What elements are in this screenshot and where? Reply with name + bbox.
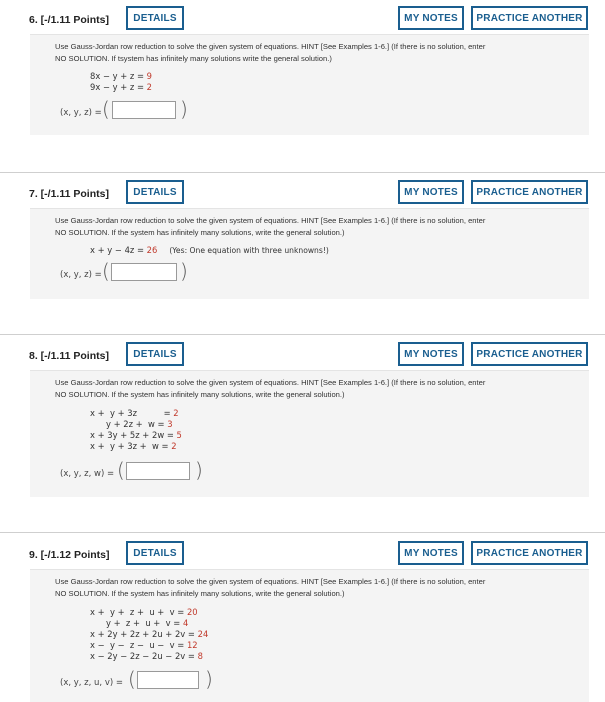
my-notes-button[interactable]: MY NOTES xyxy=(398,6,464,30)
my-notes-button[interactable]: MY NOTES xyxy=(398,180,464,204)
open-paren: ( xyxy=(102,259,110,283)
question-header xyxy=(0,541,605,571)
question-body xyxy=(30,370,589,497)
close-paren: ) xyxy=(195,458,203,482)
answer-input[interactable] xyxy=(137,671,199,689)
practice-another-button[interactable]: PRACTICE ANOTHER xyxy=(471,342,588,366)
question-body xyxy=(30,569,589,702)
details-button[interactable]: DETAILS xyxy=(126,541,184,565)
equation: x + y − 4z = 26 (Yes: One equation with three unknowns!) xyxy=(90,245,329,255)
question-header xyxy=(0,6,605,36)
equation: y + z + u + v = 4 xyxy=(90,618,189,628)
details-button[interactable]: DETAILS xyxy=(126,6,184,30)
question-label: 6. [-/1.11 Points] xyxy=(29,14,109,26)
my-notes-button[interactable]: MY NOTES xyxy=(398,541,464,565)
equation: x + y + 3z + w = 2 xyxy=(90,441,177,451)
answer-input[interactable] xyxy=(111,263,177,281)
equation: y + 2z + w = 3 xyxy=(90,419,173,429)
equation: x − y − z − u − v = 12 xyxy=(90,640,198,650)
answer-label: (x, y, z, w) = xyxy=(60,469,115,479)
close-paren: ) xyxy=(180,97,188,121)
answer-label: (x, y, z) = xyxy=(60,108,102,118)
equation: x + y + z + u + v = 20 xyxy=(90,607,198,617)
question-body xyxy=(30,34,589,135)
my-notes-button[interactable]: MY NOTES xyxy=(398,342,464,366)
instructions: Use Gauss-Jordan row reduction to solve the given system of equations. HINT [See Examples 1-6.] (If there is no solution, enter NO SOLUTION. If tsystem has infinitely many solutions write the general solution.) xyxy=(55,42,486,63)
close-paren: ) xyxy=(205,667,213,691)
question-header xyxy=(0,180,605,210)
equation: 9x − y + z = 2 xyxy=(90,82,153,92)
instructions: Use Gauss-Jordan row reduction to solve the given system of equations. HINT [See Examples 1-6.] (If there is no solution, enter NO SOLUTION. If the system has infinitely many solutions, write the general solution.) xyxy=(55,216,486,237)
equation: x + 2y + 2z + 2u + 2v = 24 xyxy=(90,629,209,639)
equation: x − 2y − 2z − 2u − 2v = 8 xyxy=(90,651,203,661)
practice-another-button[interactable]: PRACTICE ANOTHER xyxy=(471,180,588,204)
instructions: Use Gauss-Jordan row reduction to solve the given system of equations. HINT [See Examples 1-6.] (If there is no solution, enter NO SOLUTION. If the system has infinitely many solutions, write the general solution.) xyxy=(55,577,486,598)
question-label: 8. [-/1.11 Points] xyxy=(29,350,109,362)
equation: 8x − y + z = 9 xyxy=(90,71,153,81)
open-paren: ( xyxy=(102,97,110,121)
answer-input[interactable] xyxy=(126,462,190,480)
question-header xyxy=(0,342,605,372)
equation: x + y + 3z = 2 xyxy=(90,408,179,418)
details-button[interactable]: DETAILS xyxy=(126,180,184,204)
answer-input[interactable] xyxy=(112,101,176,119)
question-6 xyxy=(0,6,605,141)
answer-label: (x, y, z) = xyxy=(60,270,102,280)
instructions: Use Gauss-Jordan row reduction to solve the given system of equations. HINT [See Examples 1-6.] (If there is no solution, enter NO SOLUTION. If the system has infinitely many solutions, write the general solution.) xyxy=(55,378,486,399)
question-8 xyxy=(0,334,605,505)
question-body xyxy=(30,208,589,299)
question-label: 9. [-/1.12 Points] xyxy=(29,549,110,561)
answer-label: (x, y, z, u, v) = xyxy=(60,678,124,688)
open-paren: ( xyxy=(117,458,125,482)
equation-note: (Yes: One equation with three unknowns!) xyxy=(169,246,329,255)
open-paren: ( xyxy=(128,667,136,691)
equation: x + 3y + 5z + 2w = 5 xyxy=(90,430,182,440)
question-9 xyxy=(0,532,605,701)
close-paren: ) xyxy=(180,259,188,283)
practice-another-button[interactable]: PRACTICE ANOTHER xyxy=(471,541,588,565)
details-button[interactable]: DETAILS xyxy=(126,342,184,366)
question-7 xyxy=(0,172,605,305)
practice-another-button[interactable]: PRACTICE ANOTHER xyxy=(471,6,588,30)
question-label: 7. [-/1.11 Points] xyxy=(29,188,109,200)
